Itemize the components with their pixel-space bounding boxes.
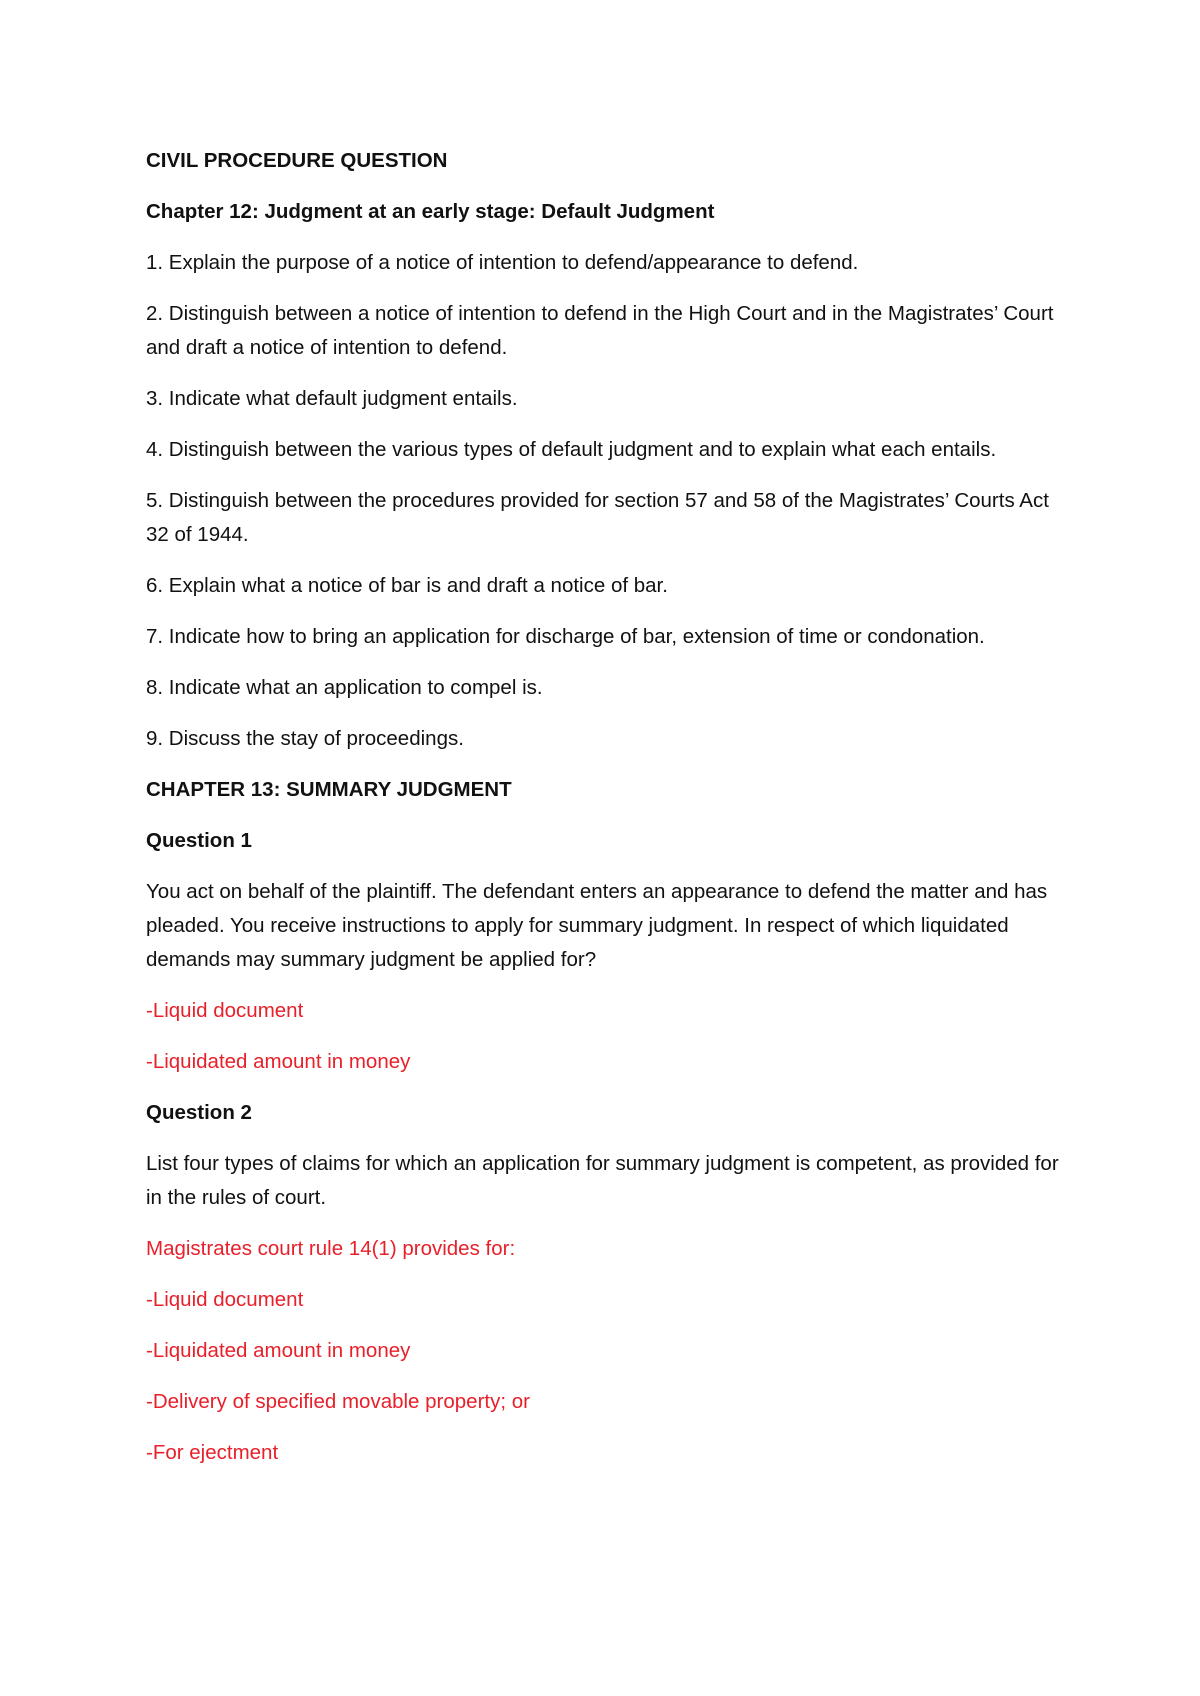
chapter-12-question-5: 5. Distinguish between the procedures provided for section 57 and 58 of the Magistrates’ Courts Act 32 of 1944.	[146, 489, 1049, 546]
question-2-text: List four types of claims for which an application for summary judgment is competent, as provided for in the rules of court.	[146, 1152, 1059, 1209]
question-2-answer-2: -Liquidated amount in money	[146, 1339, 411, 1362]
question-1-answer-1: -Liquid document	[146, 999, 304, 1022]
document-page	[146, 144, 1066, 1487]
question-2-label: Question 2	[146, 1101, 252, 1124]
document-title: CIVIL PROCEDURE QUESTION	[146, 149, 448, 172]
chapter-12-question-3: 3. Indicate what default judgment entails.	[146, 387, 518, 410]
question-1-answer-2: -Liquidated amount in money	[146, 1050, 411, 1073]
chapter-12-question-4: 4. Distinguish between the various types of default judgment and to explain what each entails.	[146, 438, 997, 461]
chapter-12-question-6: 6. Explain what a notice of bar is and draft a notice of bar.	[146, 574, 668, 597]
question-2-answer-3: -Delivery of specified movable property; or	[146, 1390, 530, 1413]
question-1-label: Question 1	[146, 829, 252, 852]
chapter-12-question-8: 8. Indicate what an application to compel is.	[146, 676, 543, 699]
chapter-12-question-9: 9. Discuss the stay of proceedings.	[146, 727, 464, 750]
chapter-13-heading: CHAPTER 13: SUMMARY JUDGMENT	[146, 778, 512, 801]
chapter-12-question-7: 7. Indicate how to bring an application for discharge of bar, extension of time or condonation.	[146, 625, 985, 648]
question-2-answer-1: -Liquid document	[146, 1288, 304, 1311]
chapter-12-question-2: 2. Distinguish between a notice of intention to defend in the High Court and in the Magistrates’ Court and draft a notice of intention to defend.	[146, 302, 1054, 359]
question-2-answer-4: -For ejectment	[146, 1441, 279, 1464]
question-1-text: You act on behalf of the plaintiff. The defendant enters an appearance to defend the matter and has pleaded. You receive instructions to apply for summary judgment. In respect of which liquidated demands may summary judgment be applied for?	[146, 880, 1048, 971]
chapter-12-heading: Chapter 12: Judgment at an early stage: Default Judgment	[146, 200, 715, 223]
question-2-answer-intro: Magistrates court rule 14(1) provides for:	[146, 1237, 516, 1260]
chapter-12-question-1: 1. Explain the purpose of a notice of intention to defend/appearance to defend.	[146, 251, 859, 274]
